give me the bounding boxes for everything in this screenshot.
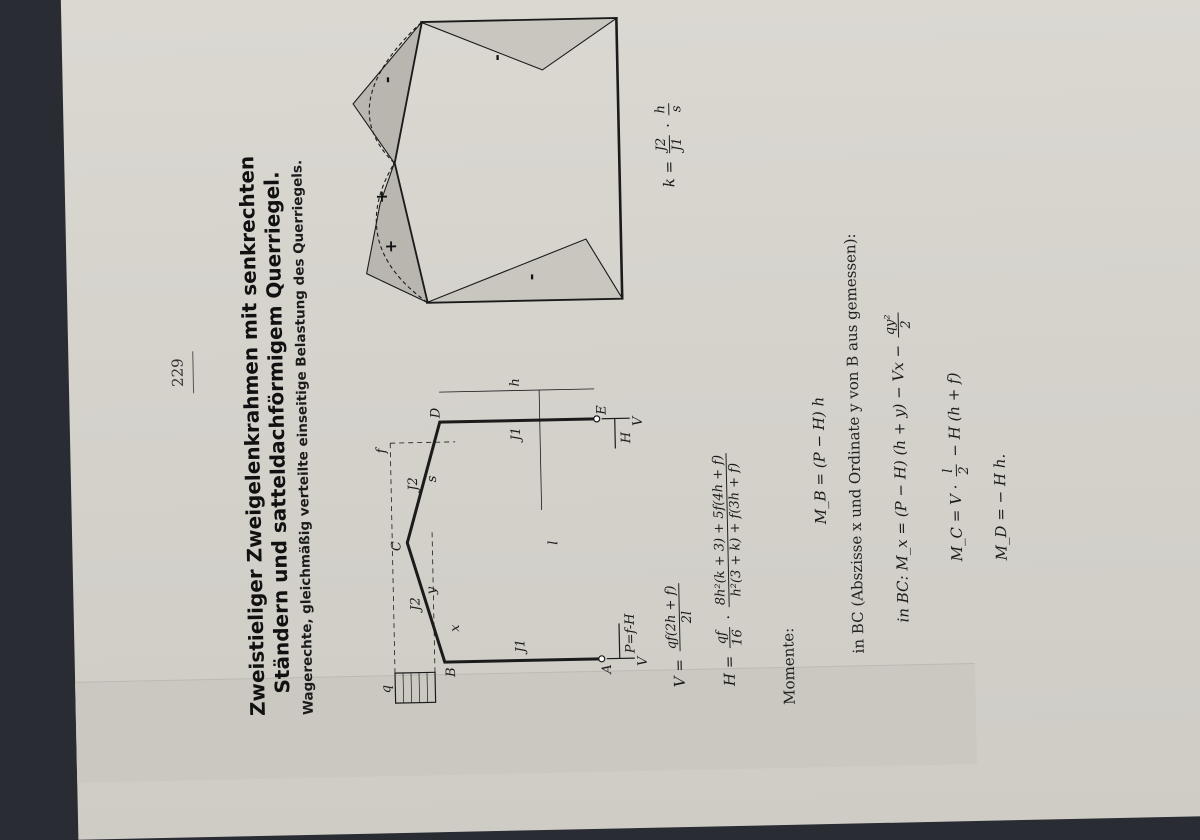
formula-Mx: in BC: M_x = (P − H) (h + y) − Vx − qy² 2	[882, 309, 920, 623]
formula-V: V = qf(2h + f) 2l	[663, 580, 696, 687]
label-in-bc: in BC (Abszisse x und Ordinate y von B aus gemessen):	[840, 233, 868, 654]
title-line-1: Zweistieliger Zweigelenkrahmen mit senkrechten	[234, 155, 270, 717]
label-V-left: V	[635, 656, 651, 667]
page-title	[231, 0, 296, 716]
label-h: h	[507, 378, 524, 387]
moment-sign-4: +	[371, 189, 392, 204]
rotated-content	[161, 0, 1200, 758]
load-block	[395, 672, 436, 703]
label-J1-right: J1	[508, 426, 525, 441]
book-page	[60, 0, 1200, 840]
label-x: x	[448, 624, 464, 633]
label-V-right: V	[630, 416, 646, 427]
label-J2-left: J2	[408, 597, 424, 611]
formula-MC: M_C = V · l 2 − H (h + f)	[940, 372, 972, 562]
formula-k: k = J2 J1 · h s	[653, 100, 686, 188]
page-number: 229	[168, 332, 195, 413]
label-E: E	[594, 405, 610, 415]
momente-label: Momente:	[779, 627, 799, 706]
formula-MD: M_D = − H h.	[990, 453, 1011, 561]
label-C: C	[389, 540, 405, 552]
label-f: f	[374, 448, 390, 454]
label-J2-right: J2	[405, 477, 422, 491]
label-P: P=f-H	[622, 613, 639, 654]
moment-sign-2: -	[487, 54, 507, 62]
formula-MB: M_B = (P − H) h	[809, 396, 830, 525]
moment-sign-3: +	[380, 239, 401, 254]
frame-members	[405, 419, 600, 663]
label-A: A	[599, 664, 616, 674]
title-line-2: Ständern und satteldachförmigem Querriegel.	[259, 171, 295, 694]
moment-diagram	[351, 18, 622, 303]
page-subtitle: Wagerechte, gleichmäßig verteilte einseitige Belastung des Querriegels.	[289, 159, 317, 716]
label-D: D	[428, 407, 444, 419]
moment-sign-5: -	[377, 76, 397, 84]
label-l: l	[546, 540, 562, 545]
label-J1-left: J1	[513, 638, 529, 653]
moment-sign-1: -	[521, 273, 541, 281]
frame-diagrams	[331, 0, 656, 724]
label-B: B	[443, 667, 460, 678]
formula-H: H = qf 16 · 8h²(k + 3) + 5f(4h + f) h²(3 + k) + f(3h + f)	[710, 449, 746, 686]
label-s: s	[424, 475, 441, 483]
label-H: H	[619, 431, 635, 444]
label-y: y	[424, 586, 440, 595]
label-q: q	[379, 684, 395, 694]
